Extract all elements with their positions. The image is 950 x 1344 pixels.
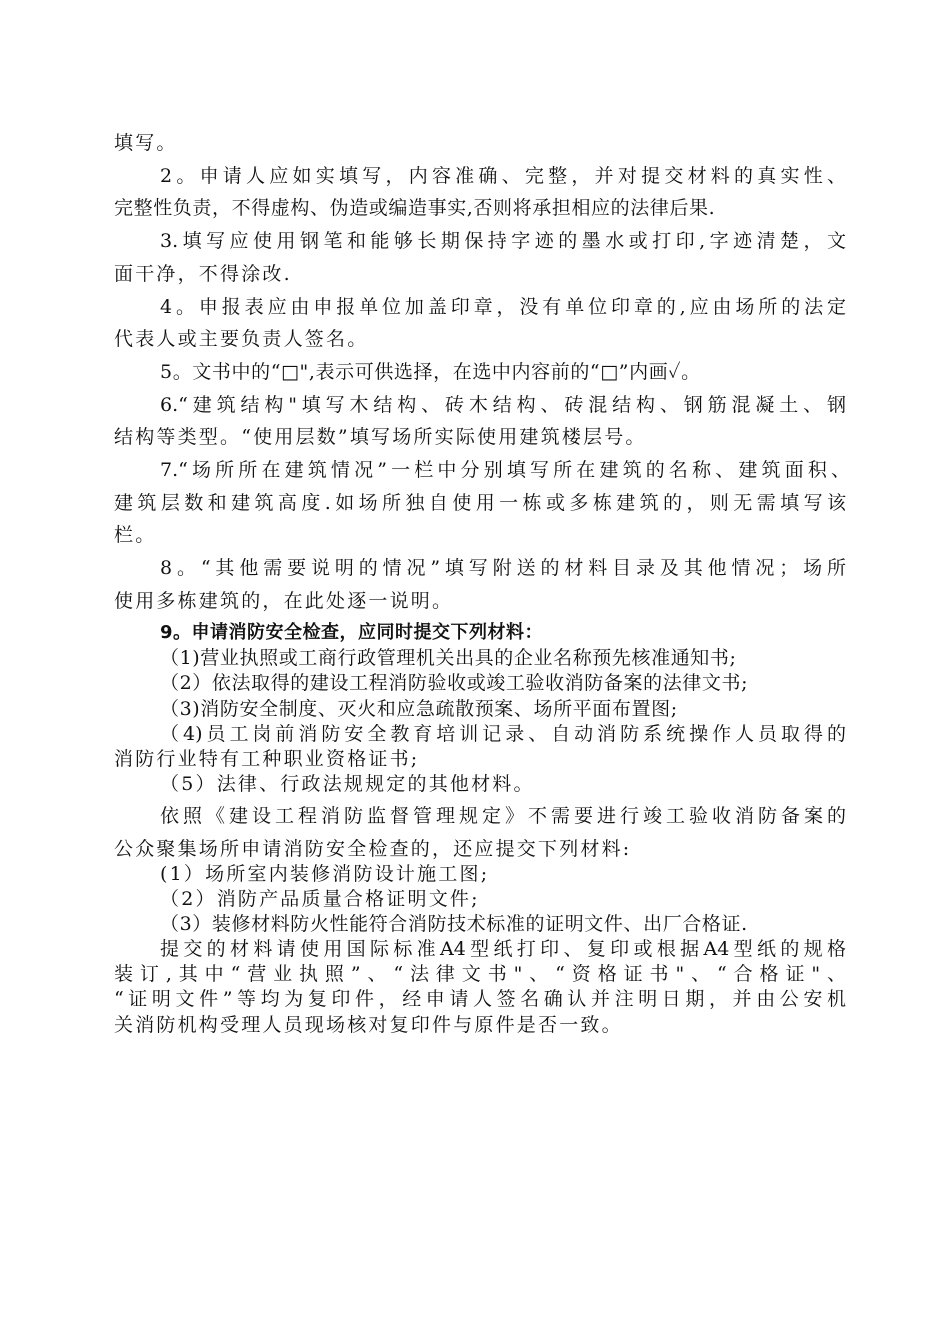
list-item: （5）法律、行政法规规定的其他材料。 [160, 773, 535, 795]
text-line: 3.填写应使用钢笔和能够长期保持字迹的墨水或打印,字迹清楚，文 [160, 230, 846, 252]
text-line: 5。文书中的“□",表示可供选择，在选中内容前的“□”内画✓。 [160, 361, 701, 383]
list-item: (1）场所室内装修消防设计施工图; [160, 863, 490, 885]
text-line: 2。申请人应如实填写，内容准确、完整，并对提交材料的真实性、 [160, 165, 846, 187]
text-line: 消防行业特有工种职业资格证书; [114, 748, 420, 770]
text-line: 8。“其他需要说明的情况”填写附送的材料目录及其他情况；场所 [160, 557, 846, 579]
text-line: 依照《建设工程消防监督管理规定》不需要进行竣工验收消防备案的 [160, 805, 846, 827]
text-line: 关消防机构受理人员现场核对复印件与原件是否一致。 [114, 1014, 623, 1036]
text-line: 建筑层数和建筑高度.如场所独自使用一栋或多栋建筑的，则无需填写该 [114, 492, 846, 514]
list-item: （1)营业执照或工商行政管理机关出具的企业名称预先核准通知书; [160, 647, 737, 669]
text-line: 装订,其中“营业执照”、“法律文书"、“资格证书"、“合格证"、 [114, 963, 846, 985]
text-line: 6.“建筑结构"填写木结构、砖木结构、砖混结构、钢筋混凝土、钢 [160, 394, 846, 416]
section-heading: 9。申请消防安全检查，应同时提交下列材料： [160, 622, 544, 643]
list-item: （4)员工岗前消防安全教育培训记录、自动消防系统操作人员取得的 [160, 723, 846, 745]
text-line: 7.“场所所在建筑情况”一栏中分别填写所在建筑的名称、建筑面积、 [160, 459, 850, 481]
text-line: 结构等类型。“使用层数”填写场所实际使用建筑楼层号。 [114, 426, 647, 448]
list-item: （3）装修材料防火性能符合消防技术标准的证明文件、出厂合格证. [160, 913, 748, 935]
text-line: “证明文件”等均为复印件，经申请人签名确认并注明日期，并由公安机 [114, 988, 846, 1010]
list-item: （2）依法取得的建设工程消防验收或竣工验收消防备案的法律文书; [160, 672, 749, 694]
text-line: 完整性负责，不得虚构、伪造或编造事实,否则将承担相应的法律后果. [114, 197, 716, 219]
text-line: 栏。 [114, 524, 157, 546]
text-line: 填写。 [114, 132, 178, 154]
text-line: 面干净，不得涂改. [114, 263, 292, 285]
text-line: 4。申报表应由申报单位加盖印章，没有单位印章的,应由场所的法定 [160, 296, 846, 318]
list-item: （3)消防安全制度、灭火和应急疏散预案、场所平面布置图; [160, 698, 678, 720]
text-line: 公众聚集场所申请消防安全检查的，还应提交下列材料: [114, 838, 632, 860]
list-item: （2）消防产品质量合格证明文件; [160, 888, 480, 910]
text-line: 使用多栋建筑的，在此处逐一说明。 [114, 590, 454, 612]
text-line: 代表人或主要负责人签名。 [114, 328, 369, 350]
text-line: 提交的材料请使用国际标准A4型纸打印、复印或根据A4型纸的规格 [160, 938, 846, 960]
